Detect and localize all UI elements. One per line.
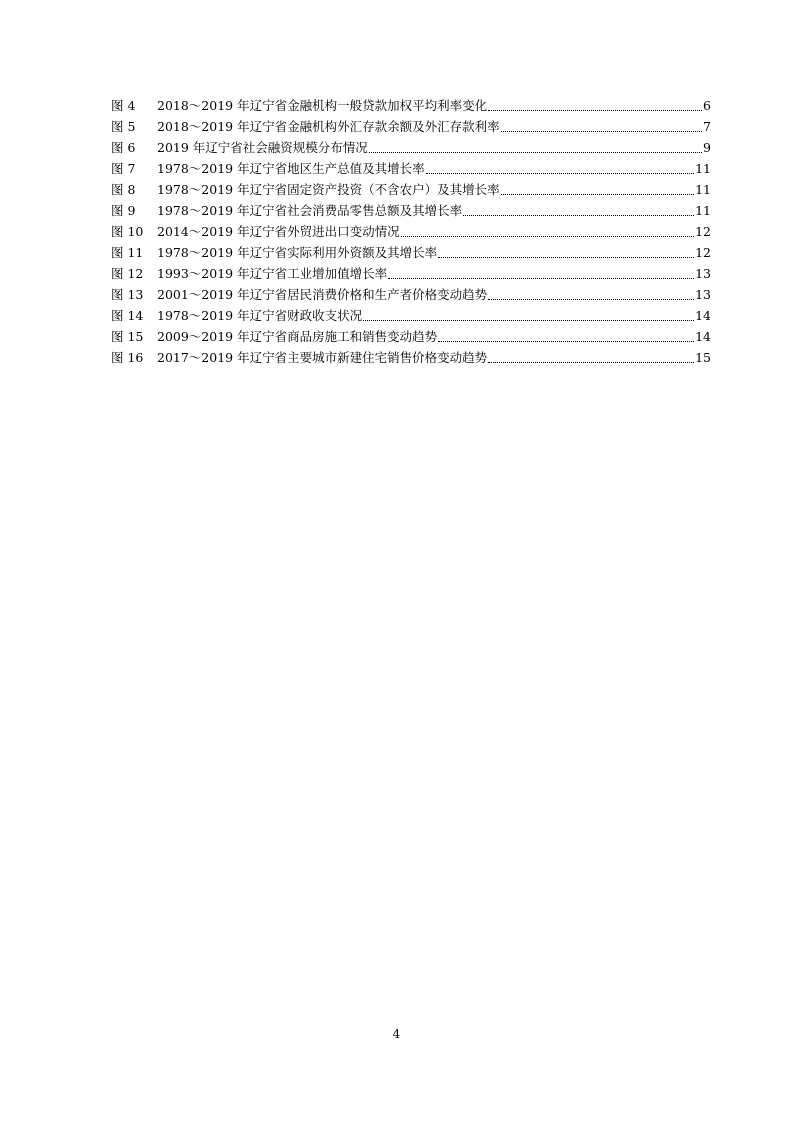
toc-entry-title: 2001～2019 年辽宁省居民消费价格和生产者价格变动趋势 bbox=[157, 287, 488, 302]
toc-entry-label: 图 7 bbox=[111, 161, 136, 176]
toc-leader-dots bbox=[488, 347, 694, 368]
toc-entry-label: 图 11 bbox=[111, 245, 144, 260]
toc-entry-title: 1978～2019 年辽宁省实际利用外资额及其增长率 bbox=[157, 245, 438, 260]
toc-entry-page: 12 bbox=[695, 245, 711, 260]
toc-entry-title: 2009～2019 年辽宁省商品房施工和销售变动趋势 bbox=[157, 329, 438, 344]
toc-entry-page: 11 bbox=[695, 182, 711, 197]
toc-entry-page: 11 bbox=[695, 161, 711, 176]
toc-leader-dots bbox=[426, 158, 694, 179]
toc-entry-title: 1978～2019 年辽宁省社会消费品零售总额及其增长率 bbox=[157, 203, 463, 218]
toc-leader-dots bbox=[488, 95, 702, 116]
toc-entry-label: 图 16 bbox=[111, 350, 144, 365]
toc-entry-title: 1978～2019 年辽宁省财政收支状况 bbox=[157, 308, 363, 323]
toc-entry-title: 2018～2019 年辽宁省金融机构一般贷款加权平均利率变化 bbox=[157, 98, 488, 113]
page-number: 4 bbox=[392, 1027, 401, 1041]
toc-entry-fig-5[interactable] bbox=[111, 116, 711, 137]
toc-entry-fig-12[interactable] bbox=[111, 263, 711, 284]
toc-entry-label: 图 9 bbox=[111, 203, 136, 218]
toc-entry-fig-11[interactable] bbox=[111, 242, 711, 263]
toc-entry-label: 图 14 bbox=[111, 308, 144, 323]
toc-entry-fig-15[interactable] bbox=[111, 326, 711, 347]
toc-leader-dots bbox=[363, 305, 694, 326]
toc-leader-dots bbox=[501, 116, 702, 137]
toc-entry-fig-6[interactable] bbox=[111, 137, 711, 158]
toc-entry-page: 6 bbox=[703, 98, 711, 113]
toc-entry-page: 13 bbox=[695, 287, 711, 302]
toc-entry-fig-4[interactable] bbox=[111, 95, 711, 116]
toc-entry-title: 2019 年辽宁省社会融资规模分布情况 bbox=[157, 140, 368, 155]
toc-entry-title: 2018～2019 年辽宁省金融机构外汇存款余额及外汇存款利率 bbox=[157, 119, 500, 134]
toc-entry-page: 13 bbox=[695, 266, 711, 281]
toc-entry-label: 图 6 bbox=[111, 140, 136, 155]
toc-entry-fig-9[interactable] bbox=[111, 200, 711, 221]
toc-leader-dots bbox=[438, 326, 694, 347]
toc-entry-label: 图 13 bbox=[111, 287, 144, 302]
toc-entry-label: 图 10 bbox=[111, 224, 144, 239]
toc-leader-dots bbox=[369, 137, 702, 158]
toc-entry-label: 图 12 bbox=[111, 266, 144, 281]
toc-entry-fig-7[interactable] bbox=[111, 158, 711, 179]
toc-entry-fig-10[interactable] bbox=[111, 221, 711, 242]
toc-entry-title: 1978～2019 年辽宁省固定资产投资（不含农户）及其增长率 bbox=[157, 182, 500, 197]
toc-entry-page: 11 bbox=[695, 203, 711, 218]
toc-entry-fig-8[interactable] bbox=[111, 179, 711, 200]
toc-entry-label: 图 15 bbox=[111, 329, 144, 344]
toc-leader-dots bbox=[463, 200, 694, 221]
toc-entry-page: 12 bbox=[695, 224, 711, 239]
toc-leader-dots bbox=[501, 179, 694, 200]
toc-entry-title: 1978～2019 年辽宁省地区生产总值及其增长率 bbox=[157, 161, 425, 176]
toc-entry-page: 15 bbox=[695, 350, 711, 365]
table-of-figures bbox=[111, 95, 711, 368]
toc-leader-dots bbox=[401, 221, 694, 242]
toc-leader-dots bbox=[488, 284, 694, 305]
toc-entry-label: 图 4 bbox=[111, 98, 136, 113]
toc-leader-dots bbox=[388, 263, 694, 284]
toc-entry-page: 14 bbox=[695, 308, 711, 323]
toc-entry-page: 7 bbox=[703, 119, 711, 134]
toc-entry-title: 1993～2019 年辽宁省工业增加值增长率 bbox=[157, 266, 388, 281]
toc-leader-dots bbox=[438, 242, 694, 263]
toc-entry-label: 图 8 bbox=[111, 182, 136, 197]
toc-entry-title: 2014～2019 年辽宁省外贸进出口变动情况 bbox=[157, 224, 400, 239]
toc-entry-page: 14 bbox=[695, 329, 711, 344]
toc-entry-page: 9 bbox=[703, 140, 711, 155]
toc-entry-fig-14[interactable] bbox=[111, 305, 711, 326]
toc-entry-title: 2017～2019 年辽宁省主要城市新建住宅销售价格变动趋势 bbox=[157, 350, 488, 365]
toc-entry-label: 图 5 bbox=[111, 119, 136, 134]
toc-entry-fig-13[interactable] bbox=[111, 284, 711, 305]
toc-entry-fig-16[interactable] bbox=[111, 347, 711, 368]
